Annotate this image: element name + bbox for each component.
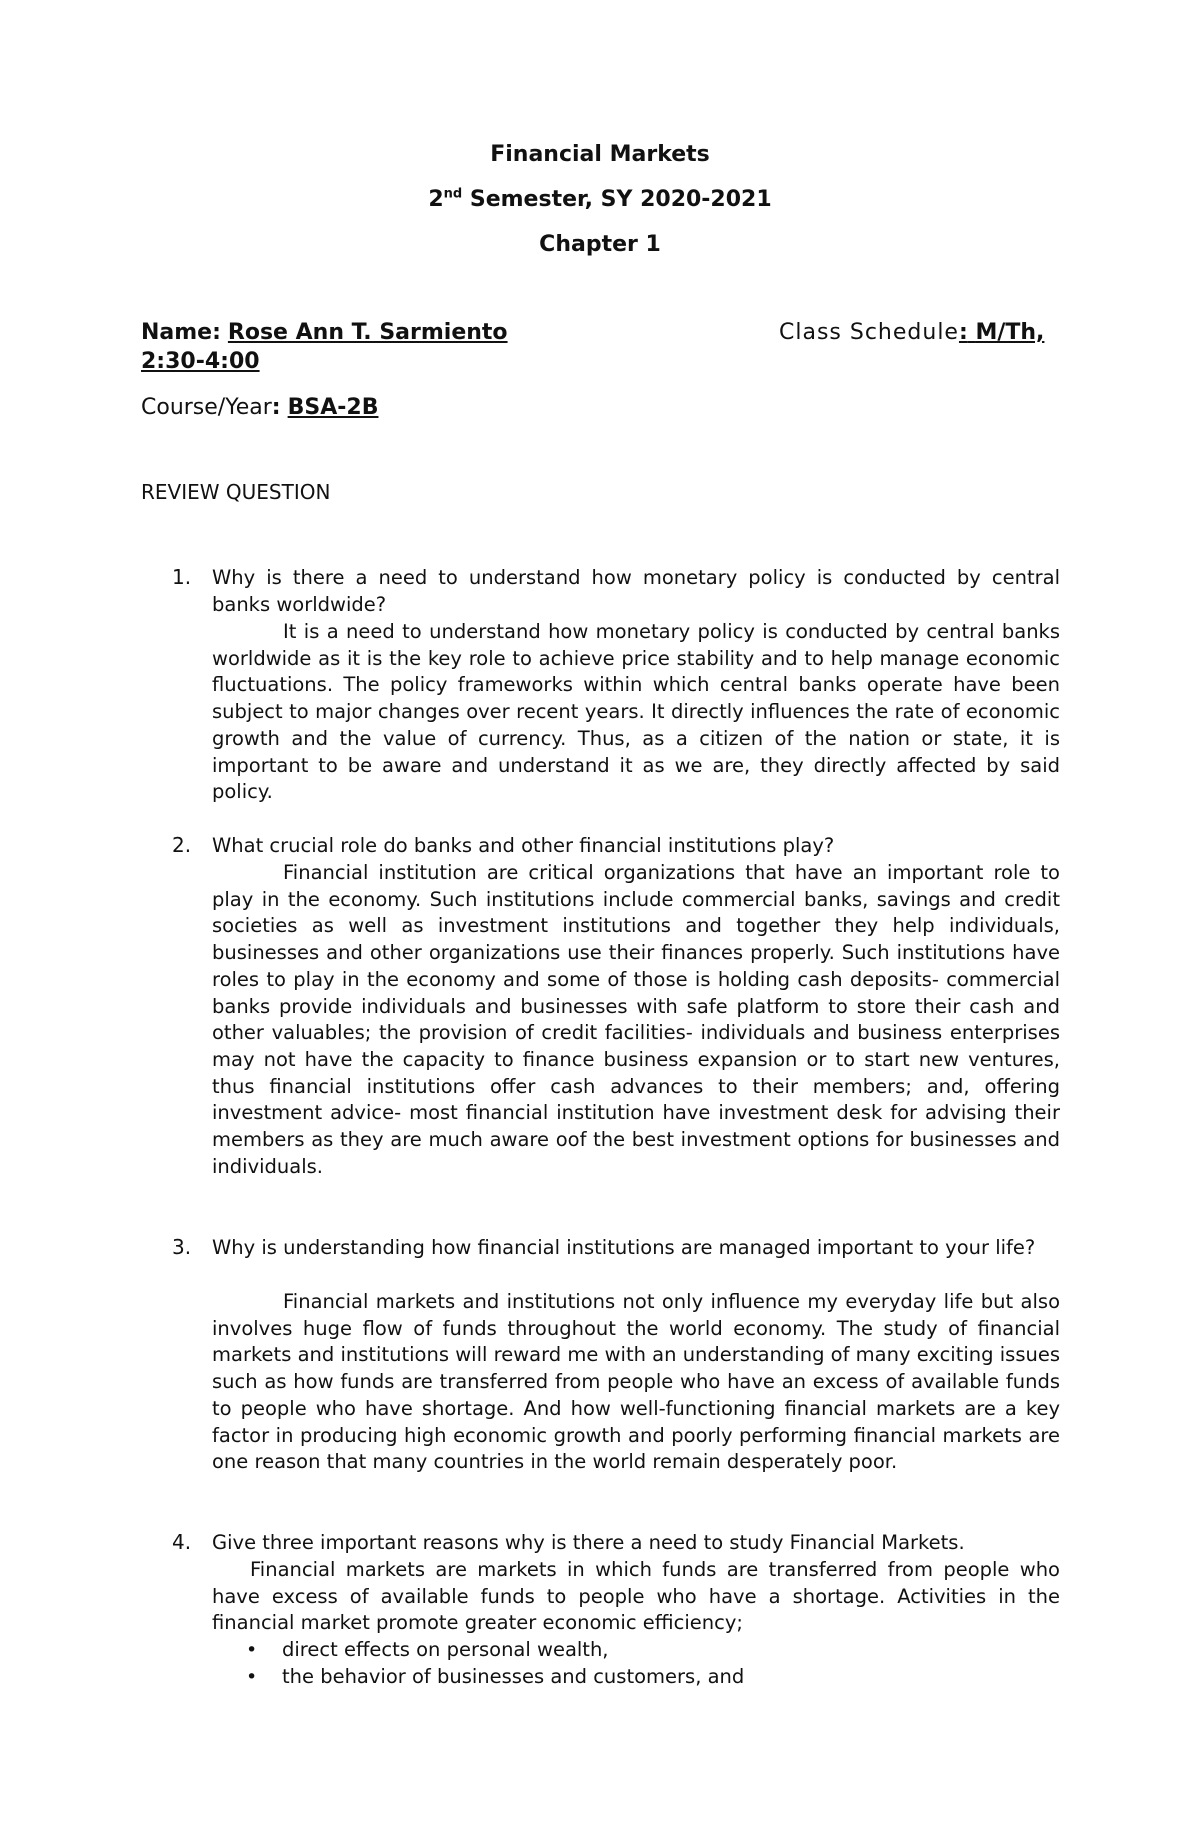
- course-colon: :: [271, 395, 281, 420]
- question-text: Why is understanding how financial institutions are managed important to your life?: [212, 1236, 1036, 1259]
- schedule-colon: :: [958, 320, 968, 345]
- course-label: Course/Year: [141, 395, 272, 420]
- course-value: BSA-2B: [287, 395, 379, 420]
- answer-text: Financial institution are critical organizations that have an important role to play in the economy. Such institutions include commercial banks, savings and credit societies as well as investment institutions and together they help individuals, businesses and other organizations use their finances properly. Such institutions have roles to play in the economy and some of those is holding cash deposits- commercial banks provide individuals and businesses with safe platform to store their cash and other valuables; the provision of credit facilities- individuals and business enterprises may not have the capacity to finance business expansion or to start new ventures, thus financial institutions offer cash advances to their members; and, offering investment advice- most financial institution have investment desk for advising their members as they are much aware oof the best investment options for businesses and individuals.: [212, 861, 1060, 1178]
- schedule-label: Class Schedule: [779, 320, 959, 345]
- name-label: Name:: [141, 320, 221, 345]
- answer-text: Financial markets are markets in which funds are transferred from people who have excess of available funds to people who have a shortage. Activities in the financial market promote greater economic efficiency;: [212, 1558, 1060, 1635]
- question-number: 4.: [172, 1530, 192, 1554]
- bullet-icon: •: [246, 1639, 258, 1661]
- semester-text: Semester, SY 2020-2021: [462, 187, 772, 212]
- answer-text: Financial markets and institutions not only influence my everyday life but also involves huge flow of funds throughout the world economy. The study of financial markets and institutions will reward me with an understanding of many exciting issues such as how funds are transferred from people who have an excess of available funds to people who have shortage. And how well-functioning financial markets are a key factor in producing high economic growth and poorly performing financial markets are one reason that many countries in the world remain desperately poor.: [212, 1290, 1060, 1474]
- question-number: 3.: [172, 1235, 192, 1259]
- schedule-time: 2:30-4:00: [141, 349, 260, 374]
- list-item-text: the behavior of businesses and customers, and: [282, 1665, 745, 1688]
- chapter-heading: Chapter 1: [539, 232, 661, 257]
- answer-text: It is a need to understand how monetary policy is conducted by central banks worldwide as it is the key role to achieve price stability and to help manage economic fluctuations. The policy frameworks within which central banks operate have been subject to major changes over recent years. It directly influences the rate of economic growth and the value of currency. Thus, as a citizen of the nation or state, it is important to be aware and understand it as we are, they directly affected by said policy.: [212, 620, 1060, 804]
- semester-ordinal: 2: [428, 187, 444, 212]
- document-title: Financial Markets: [490, 142, 710, 167]
- name-field: [141, 320, 508, 345]
- course-field: [141, 395, 378, 420]
- name-value: Rose Ann T. Sarmiento: [227, 320, 508, 345]
- question-number: 2.: [172, 833, 192, 857]
- question-text: Give three important reasons why is there a need to study Financial Markets.: [212, 1531, 965, 1554]
- question-number: 1.: [172, 565, 192, 589]
- question-text: What crucial role do banks and other financial institutions play?: [212, 834, 835, 857]
- semester-suffix: nd: [443, 186, 463, 202]
- semester-line: [0, 187, 1200, 212]
- question-text: Why is there a need to understand how monetary policy is conducted by central banks worldwide?: [212, 566, 1060, 616]
- list-item-text: direct effects on personal wealth,: [282, 1638, 609, 1661]
- section-title: REVIEW QUESTION: [141, 480, 331, 504]
- schedule-field: [779, 320, 1044, 345]
- schedule-value: M/Th,: [975, 320, 1045, 345]
- bullet-icon: •: [246, 1666, 258, 1688]
